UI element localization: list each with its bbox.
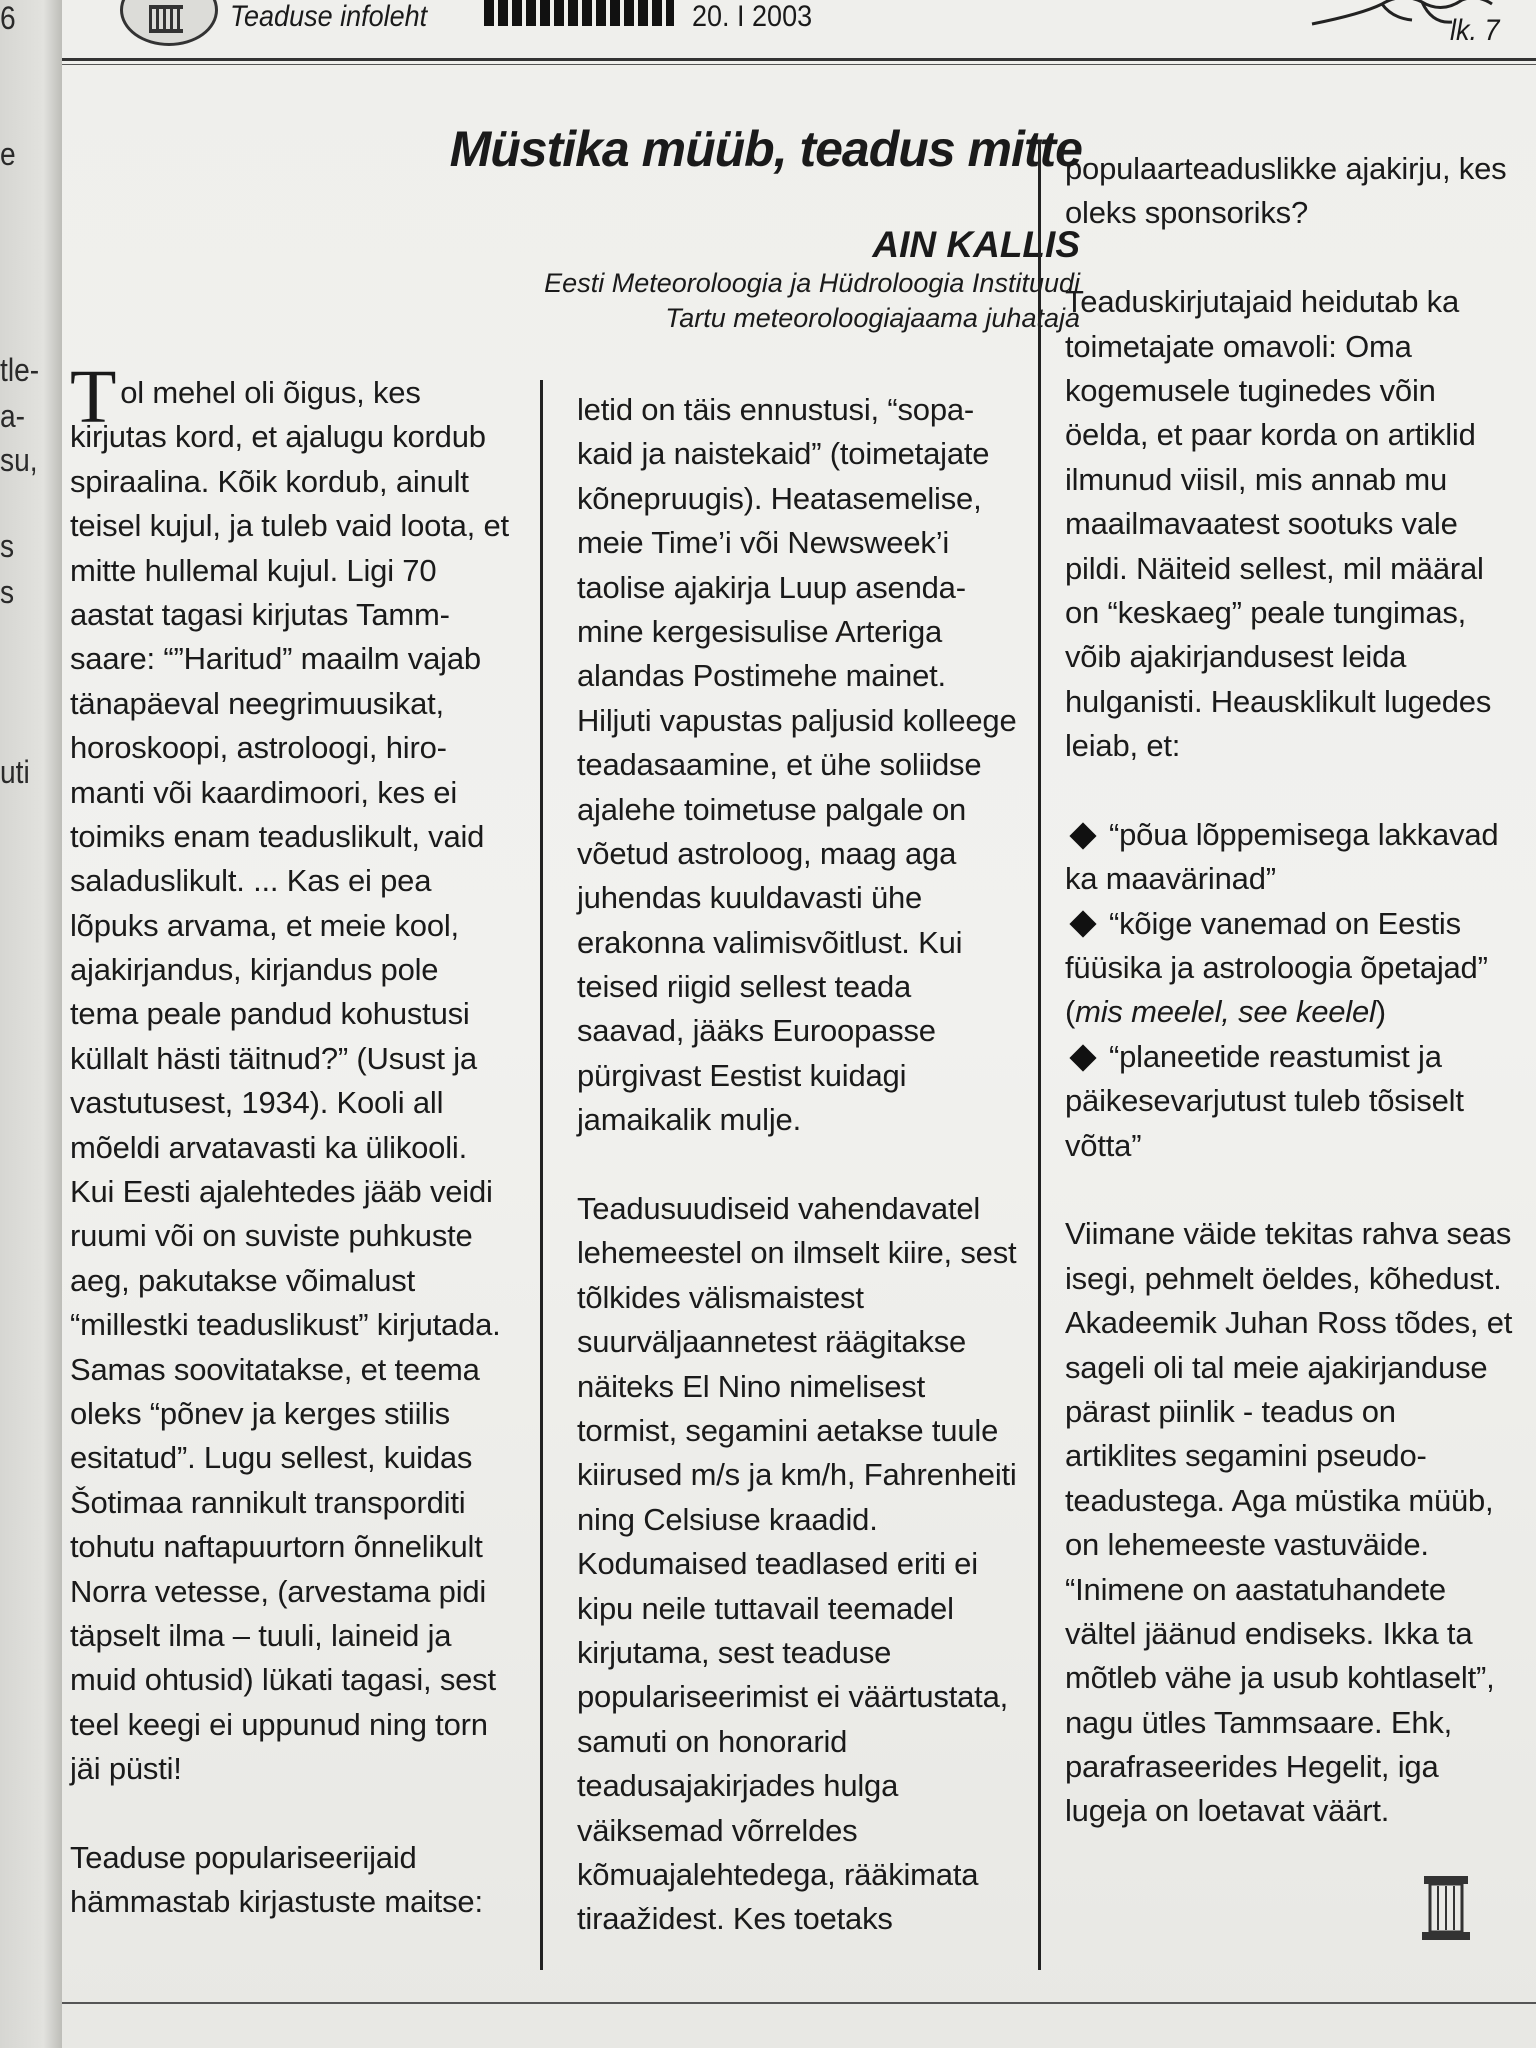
text-line: spiraalina. Kõik kordub, ainult	[70, 463, 469, 499]
text-line: on “keskaeg” peale tungimas,	[1065, 594, 1467, 630]
text-line: tohutu naftapuurtorn õnnelikult	[70, 1529, 483, 1565]
text-line: kiirused m/s ja km/h, Fahrenheiti	[577, 1457, 1017, 1493]
text-line: artiklites segamini pseudo-	[1065, 1438, 1427, 1474]
text-line: tormist, segamini aetakse tuule	[577, 1412, 999, 1448]
left-page-number: 6	[0, 0, 16, 36]
text-line: oleks “põnev ja kerges stiilis	[70, 1395, 450, 1431]
paragraph-gap	[1065, 236, 1512, 280]
text-line: saladuslikult. ... Kas ei pea	[70, 863, 432, 899]
footer-rule	[62, 2002, 1536, 2004]
text-line: ilmunud viisil, mis annab mu	[1065, 461, 1448, 497]
text-line: mitte hullemal kujul. Ligi 70	[70, 552, 437, 588]
text-line: Akadeemik Juhan Ross tõdes, et	[1065, 1305, 1513, 1341]
text-line: “millestki teaduslikust” kirjutada.	[70, 1307, 501, 1343]
text-line: Kodumaised teadlased eriti ei	[577, 1546, 978, 1582]
greek-column-icon	[1420, 1874, 1472, 1944]
text-line: horoskoopi, astroloogi, hiro-	[70, 730, 447, 766]
text-line: hulganisti. Heausklikult lugedes	[1065, 683, 1492, 719]
bullet-quote-line: “kõige vanemad on Eestis	[1065, 902, 1512, 946]
adjacent-page-strip	[0, 0, 62, 2048]
text-line: päikesevarjutust tuleb tõsiselt	[1065, 1083, 1464, 1119]
bullet-quote-line: “planeetide reastumist ja	[1065, 1035, 1512, 1079]
text-line: mõtleb vähe ja usub kohtlaselt”,	[1065, 1660, 1495, 1696]
article-column-2	[577, 388, 1017, 1942]
page-header	[62, 0, 1536, 61]
affiliation-line: Tartu meteoroloogiajaama juhataja	[665, 303, 1080, 333]
diamond-bullet-icon	[1069, 1044, 1096, 1071]
text-line: populariseerimist ei väärtustata,	[577, 1679, 1009, 1715]
left-margin-fragment: uti	[0, 754, 30, 790]
university-seal-icon	[120, 0, 218, 46]
left-margin-fragment: s	[0, 574, 15, 610]
left-margin-fragment: s	[0, 528, 15, 564]
paragraph-gap	[70, 1792, 509, 1836]
article-title: Müstika müüb, teadus mitte	[449, 121, 1082, 177]
text-line: leiab, et:	[1065, 728, 1181, 764]
text-line: erakonna valimisvõitlust. Kui	[577, 924, 963, 960]
text-line: esitatud”. Lugu sellest, kuidas	[70, 1440, 473, 1476]
text-line: toimiks enam teaduslikult, vaid	[70, 818, 485, 854]
text-line: suurväljaannetest räägitakse	[577, 1324, 967, 1360]
left-margin-fragment: su,	[0, 442, 38, 478]
text-line: Teaduskirjutajaid heidutab ka	[1065, 284, 1460, 320]
text-line: isegi, pehmelt öeldes, kõhedust.	[1065, 1260, 1502, 1296]
text-line: täpselt ilma – tuuli, laineid ja	[70, 1617, 452, 1653]
drop-cap: T	[70, 355, 117, 439]
article-column-1	[70, 355, 509, 1925]
text-line: teel keegi ei uppunud ning torn	[70, 1706, 488, 1742]
text-line: toimetajate omavoli: Oma	[1065, 328, 1412, 364]
text-line: mine kergesisulise Arteriga	[577, 613, 943, 649]
text-line: kõnepruugis). Heatasemelise,	[577, 480, 982, 516]
text-line: teadusajakirjades hulga	[577, 1768, 899, 1804]
text-line: Kui Eesti ajalehtedes jääb veidi	[70, 1174, 493, 1210]
bullet-quote-line: “põua lõppemisega lakkavad	[1065, 813, 1512, 857]
text-line: kirjutama, sest teaduse	[577, 1634, 892, 1670]
article-column-3	[1065, 147, 1512, 1834]
diamond-bullet-icon	[1069, 911, 1096, 938]
text-line: tõlkides välismaistest	[577, 1279, 864, 1315]
text-line: teised riigid sellest teada	[577, 969, 912, 1005]
text-line: ruumi või on suviste puhkuste	[70, 1218, 473, 1254]
paragraph-gap	[1065, 768, 1512, 812]
text-line: sageli oli tal meie ajakirjanduse	[1065, 1349, 1488, 1385]
text-line: oleks sponsoriks?	[1065, 195, 1308, 231]
text-line: vältel jäänud endiseks. Ikka ta	[1065, 1615, 1473, 1651]
text-line: letid on täis ennustusi, “sopa-	[577, 392, 975, 427]
text-line: väiksemad võrreldes	[577, 1812, 858, 1848]
text-line: lugeja on loetavat väärt.	[1065, 1793, 1390, 1829]
text-line: populaarteaduslikke ajakirju, kes	[1065, 151, 1507, 186]
text-line: Šotimaa rannikult transporditi	[70, 1484, 466, 1520]
section-name: Teaduse infoleht	[230, 0, 428, 33]
text-line: Samas soovitatakse, et teema	[70, 1351, 480, 1387]
left-margin-fragment: e	[0, 136, 16, 172]
text-line: “Inimene on aastatuhandete	[1065, 1571, 1446, 1607]
text-line: Hiljuti vapustas paljusid kolleege	[577, 702, 1017, 738]
text-line: kogemusele tuginedes võin	[1065, 372, 1436, 408]
issue-date: 20. I 2003	[692, 0, 813, 33]
text-line: kõmuajalehtedega, rääkimata	[577, 1856, 979, 1892]
text-line: kipu neile tuttavail teemadel	[577, 1590, 954, 1626]
text-line: aastat tagasi kirjutas Tamm-	[70, 596, 450, 632]
text-line: aeg, pakutakse võimalust	[70, 1262, 416, 1298]
text-line: manti või kaardimoori, kes ei	[70, 774, 458, 810]
text-line: mõeldi arvatavasti ka ülikooli.	[70, 1129, 467, 1165]
text-line: teisel kujul, ja tuleb vaid loota, et	[70, 508, 509, 544]
affiliation-line: Eesti Meteoroloogia ja Hüdroloogia Instituudi	[544, 268, 1080, 298]
left-margin-fragment: a-	[0, 398, 26, 434]
column-rule	[540, 380, 543, 1970]
text-line: ning Celsiuse kraadid.	[577, 1501, 878, 1537]
article-author: AIN KALLIS	[872, 224, 1080, 265]
text-line: Teaduse populariseerijaid	[70, 1839, 417, 1875]
text-line: muid ohtusid) lükati tagasi, sest	[70, 1662, 496, 1698]
paragraph-gap	[577, 1143, 1017, 1187]
text-line: maailmavaatest sootuks vale	[1065, 506, 1458, 542]
text-line: taolise ajakirja Luup asenda-	[577, 569, 966, 605]
text-line: samuti on honorarid	[577, 1723, 848, 1759]
text-line: võib ajakirjandusest leida	[1065, 639, 1407, 675]
text-line: võtta”	[1065, 1127, 1142, 1163]
text-line: pärast piinlik - teadus on	[1065, 1393, 1396, 1429]
author-affiliation	[402, 266, 1080, 336]
text-line: ajakirjandus, kirjandus pole	[70, 952, 439, 988]
text-line: vastutusest, 1934). Kooli all	[70, 1085, 444, 1121]
text-line: hämmastab kirjastuste maitse:	[70, 1884, 483, 1920]
quote-note-line: (mis meelel, see keelel)	[1065, 994, 1386, 1030]
text-line: kaid ja naistekaid” (toimetajate	[577, 436, 990, 472]
column-rule	[1038, 140, 1041, 1970]
text-line: juhendas kuuldavasti ühe	[577, 880, 923, 916]
text-line: lõpuks arvama, et meie kool,	[70, 907, 459, 943]
text-line: tema peale pandud kohustusi	[70, 996, 470, 1032]
text-line: teadustega. Aga müstika müüb,	[1065, 1482, 1494, 1518]
text-line: näiteks El Nino nimelisest	[577, 1368, 926, 1404]
text-line: saare: “”Haritud” maailm vajab	[70, 641, 481, 677]
text-line: meie Time’i või Newsweek’i	[577, 525, 950, 561]
text-line: tiraažidest. Kes toetaks	[577, 1901, 893, 1937]
text-line: jäi püsti!	[70, 1751, 182, 1787]
text-line: lehemeestel on ilmselt kiire, sest	[577, 1235, 1017, 1271]
text-line: küllalt hästi täitnud?” (Usust ja	[70, 1040, 477, 1076]
text-line: on lehemeeste vastuväide.	[1065, 1527, 1429, 1563]
text-line: saavad, jääks Euroopasse	[577, 1013, 936, 1049]
text-line: füüsika ja astroloogia õpetajad”	[1065, 950, 1488, 986]
header-rule	[62, 64, 1536, 65]
text-line: pildi. Näiteid sellest, mil määral	[1065, 550, 1484, 586]
text-line: ka maavärinad”	[1065, 861, 1276, 897]
text-line: Viimane väide tekitas rahva seas	[1065, 1216, 1512, 1252]
text-line: jamaikalik mulje.	[577, 1102, 801, 1138]
text-line: võetud astroloog, maag aga	[577, 835, 957, 871]
page-number: lk. 7	[1450, 14, 1500, 47]
text-line: alandas Postimehe mainet.	[577, 658, 946, 694]
paragraph-gap	[1065, 1168, 1512, 1212]
text-line: tänapäeval neegrimuusikat,	[70, 685, 444, 721]
text-line: Teadusuudiseid vahendavatel	[577, 1191, 981, 1227]
text-line: kirjutas kord, et ajalugu kordub	[70, 419, 486, 455]
text-line: ajalehe toimetuse palgale on	[577, 791, 967, 827]
text-line: Tol mehel oli õigus, kes	[70, 355, 421, 439]
diamond-bullet-icon	[1069, 822, 1096, 849]
text-line: teadasaamine, et ühe soliidse	[577, 747, 982, 783]
masthead-logo	[484, 0, 674, 26]
text-line: parafraseerides Hegelit, iga	[1065, 1749, 1439, 1785]
left-margin-fragment: tle-	[0, 352, 40, 388]
text-line: pürgivast Eestist kuidagi	[577, 1057, 907, 1093]
text-line: nagu ütles Tammsaare. Ehk,	[1065, 1704, 1453, 1740]
text-line: Norra vetesse, (arvestama pidi	[70, 1573, 487, 1609]
newspaper-page	[62, 0, 1536, 2048]
text-line: öelda, et paar korda on artiklid	[1065, 417, 1476, 453]
